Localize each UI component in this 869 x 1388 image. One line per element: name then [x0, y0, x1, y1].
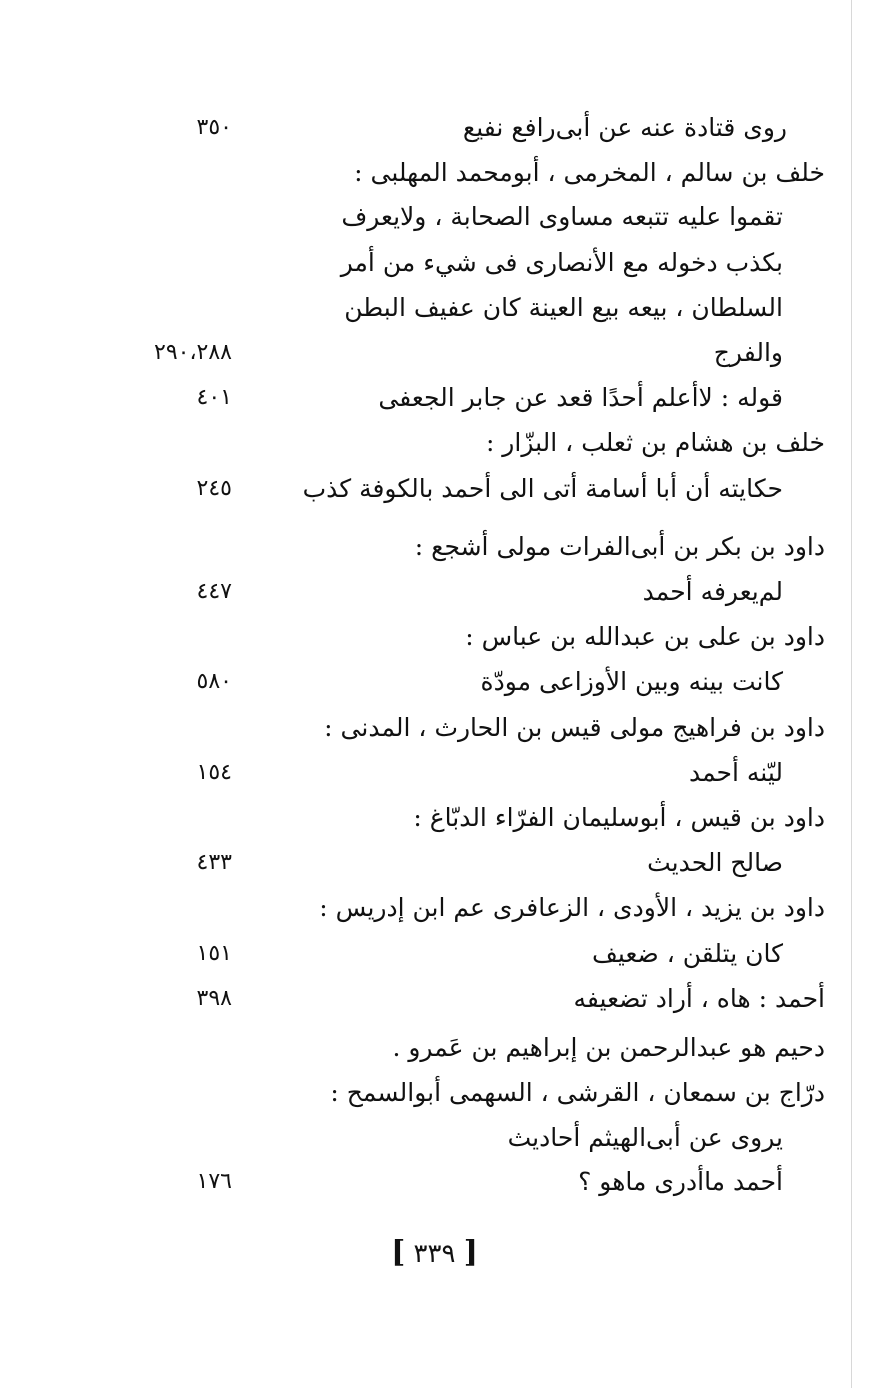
entry-text: كان يتلقن ، ضعيف — [592, 939, 783, 968]
entry-text: كانت بينه وبين الأوزاعى مودّة — [480, 667, 783, 696]
entry-heading: خلف بن سالم ، المخرمى ، أبومحمد المهلبى : — [354, 158, 825, 187]
entry-heading: درّاج بن سمعان ، القرشى ، السهمى أبوالسمح : — [330, 1078, 825, 1107]
entry-text: حكايته أن أبا أسامة أتى الى أحمد بالكوفة كذب — [302, 474, 783, 503]
entry-page-ref: ٢٩٠،٢٨٨ — [154, 340, 232, 365]
entry-page-ref: ٣٥٠ — [196, 115, 232, 140]
entry-page-ref: ٥٨٠ — [196, 669, 232, 694]
entry-text: يروى عن أبى‌الهيثم أحاديث — [507, 1123, 783, 1152]
entry-heading: دحيم هو عبدالرحمن بن إبراهيم بن عَمرو . — [392, 1033, 825, 1062]
page-edge-line — [851, 0, 852, 1388]
entry-text: السلطان ، بيعه بيع العينة كان عفيف البطن — [344, 293, 783, 322]
entry-heading: داود بن فراهيج مولى قيس بن الحارث ، المدنى : — [324, 713, 825, 742]
footer-bracket-open: [ — [463, 1235, 478, 1270]
entry-text: تقموا عليه تتبعه مساوى الصحابة ، ولايعرف — [341, 202, 783, 231]
entry-text: ليّنه أحمد — [688, 758, 783, 787]
entry-page-ref: ١٥٤ — [196, 760, 232, 785]
entry-page-ref: ٢٤٥ — [196, 476, 232, 501]
footer-bracket-close: ] — [391, 1235, 406, 1270]
entry-page-ref: ٤٣٣ — [196, 850, 232, 875]
entry-page-ref: ١٧٦ — [196, 1169, 232, 1194]
entry-text: أحمد ماأدرى ماهو ؟ — [578, 1167, 783, 1196]
entry-text: بكذب دخوله مع الأنصارى فى شيء من أمر — [340, 248, 783, 277]
entry-heading: داود بن بكر بن أبى‌الفرات مولى أشجع : — [414, 532, 825, 561]
entry-text: والفرج — [713, 338, 783, 367]
entry-text: صالح الحديث — [647, 848, 783, 877]
entry-heading: داود بن يزيد ، الأودى ، الزعافرى عم ابن إدريس : — [319, 893, 825, 922]
entry-text: أحمد : هاه ، أراد تضعيفه — [573, 984, 825, 1013]
page-number-footer — [0, 1236, 869, 1271]
entry-page-ref: ٣٩٨ — [196, 986, 232, 1011]
entry-page-ref: ٤٠١ — [196, 385, 232, 410]
entry-text: لم‌يعرفه أحمد — [642, 577, 783, 606]
entry-heading: داود بن على بن عبدالله بن عباس : — [465, 622, 825, 651]
entry-page-ref: ١٥١ — [196, 941, 232, 966]
entry-heading: خلف بن هشام بن ثعلب ، البزّار : — [485, 428, 825, 457]
page-number: ٣٣٩ — [413, 1239, 456, 1269]
entry-page-ref: ٤٤٧ — [196, 579, 232, 604]
entry-text: روى قتادة عنه عن أبى‌رافع نفيع — [462, 113, 787, 142]
entry-heading: داود بن قيس ، أبوسليمان الفرّاء الدبّاغ : — [413, 803, 825, 832]
entry-text: قوله : لاأعلم أحدًا قعد عن جابر الجعفى — [378, 383, 783, 412]
